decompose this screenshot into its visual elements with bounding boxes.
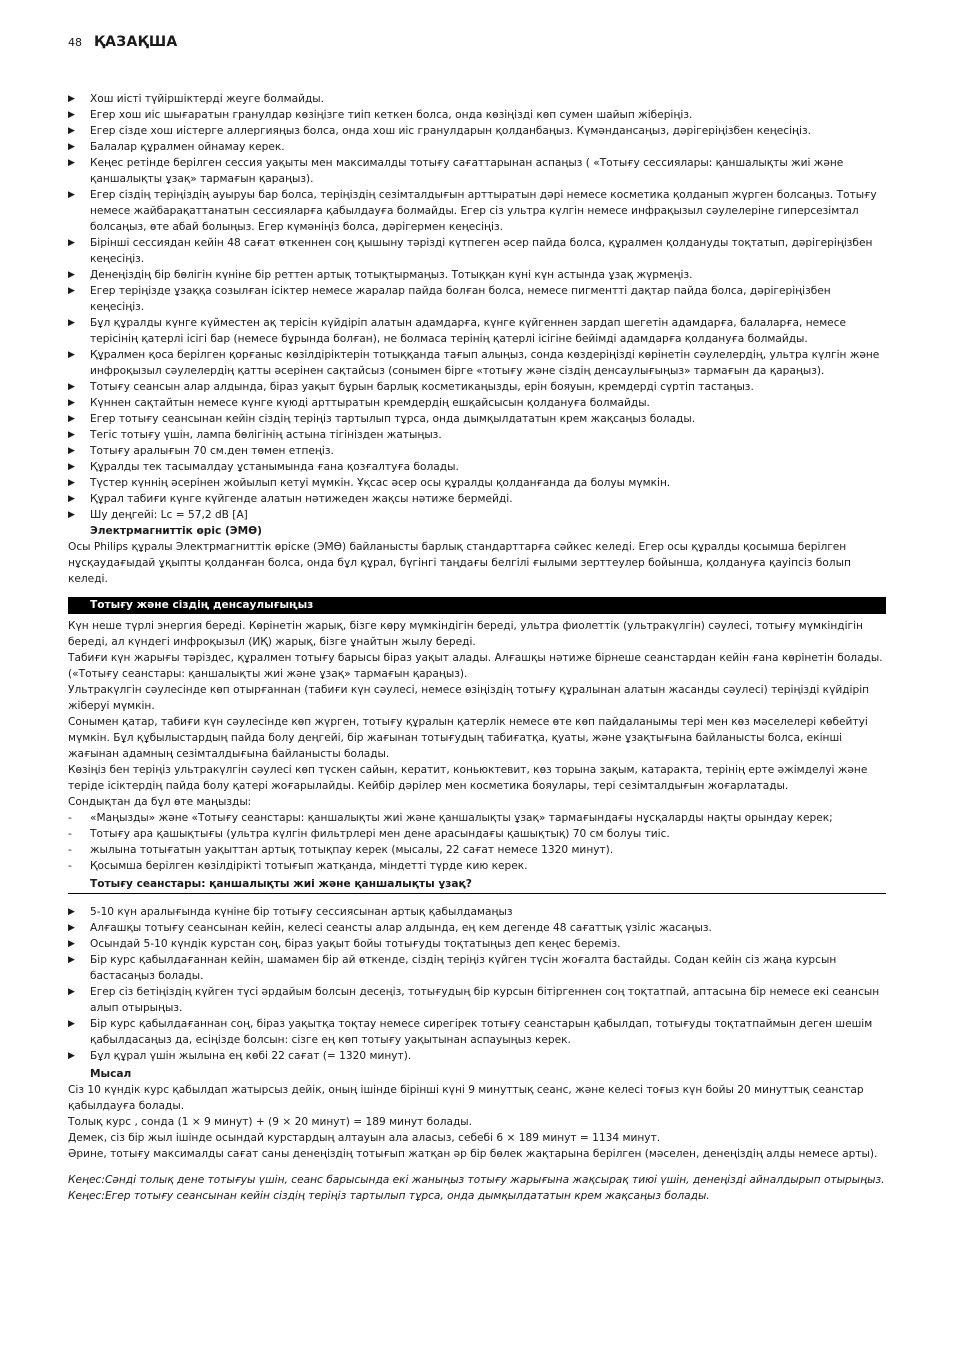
list-item: ▶ Құрал табиғи күнге күйгенде алатын нәтижеден жақсы нәтиже бермейді. (68, 493, 513, 505)
list-item: ▶ Бұл құралды күнге күймеcтен ақ терісін күйдіріп алатын адамдарға, күнге күйгеннен зардап шегетін адамдарға, балаларға, немесе терісінің қатерлі ісігі бар (немесе бұрында болған), не болмаса терінің қатерлі ісігіне бейімді адамдарға қолдануға болмайды. (68, 317, 847, 345)
list-item: ▶ Бір курс қабылдағаннан соң, біраз уақытқа тоқтау немесе сирегірек тотығу сеанстарын қабылдап, тотығуды тоқтатпаймын деген шешім қабылдасаңыз да, есіңізде болсын: сізге ең көп тотығу уақытынан аспауыңыз керек. (68, 1018, 873, 1046)
bullet-icon: ▶ (68, 270, 75, 280)
list-item: ▶ Шу деңгейі: Lc = 57,2 dB [A] (68, 509, 248, 521)
list-item: ▶ Бұл құрал үшін жылына ең көбі 22 сағат (= 1320 минут). (68, 1050, 412, 1062)
health-paragraphs (68, 618, 886, 810)
paragraph: Сонымен қатар, табиғи күн сәулесінде көп жүрген, тотығу құралын қатерлік немесе өте көп пайдаланымы тері мен көз мәселелері көбейтуі мүмкін. Бұл құбылыстардың пайда болу деңгейі, бір жағынан тотығудың табиғатқа, қуаты, және ұзақтығына байланысты болса, екінші жағынан адамның сезімталдығына байланысты болады. (68, 716, 868, 760)
list-item: ▶ Хош иісті түйіршіктерді жеуге болмайды. (68, 93, 325, 105)
dash-icon: - (68, 812, 72, 824)
paragraph: Көзіңіз бен теріңіз ультракүлгін сәулесі көп түскен сайын, кератит, коньюктевит, көз торына зақым, катаракта, терінің ерте әжімделуі және теріде ісіктердің пайда болу қатері жоғарылайды. Кейбір дәрілер мен косметика бояулары, тері сезімталдығын жоғарлатады. (68, 764, 868, 792)
list-item: ▶ Денеңіздің бір бөлігін күніне бір реттен артық тотықтырмаңыз. Тотыққан күні күн астында ұзақ жүрмеңіз. (68, 269, 693, 281)
bullet-icon: ▶ (68, 398, 75, 408)
page-number: 48 (68, 36, 82, 49)
bullet-icon: ▶ (68, 286, 75, 296)
list-item: ▶ Құралмен қоса берілген қорғаныс көзілдіріктерін тотыққанда тағып алыңыз, сонда көздеріңізді көрінетін сәулелердің, ультра күлгін және инфроқызыл сәулелердің қатты әсерінен сақтайсыз (сонымен бірге «тотығу және сіздің денсаулығыңыз» тармағын да қараңыз). (68, 349, 880, 377)
emf-heading: Электрмагниттік өріс (ЭМӨ) (90, 525, 262, 537)
list-item: ▶ Бір курс қабылдағаннан кейін, шамамен бір ай өткенде, сіздің теріңіз күйген түсін жоғалта бастайды. Содан кейін сіз жаңа курсын бастасаңыз болады. (68, 954, 837, 982)
bullet-icon: ▶ (68, 987, 75, 997)
dash-icon: - (68, 860, 72, 872)
list-item: ▶ Осындай 5-10 күндік курстан соң, біраз уақыт бойы тотығуды тоқтатыңыз деп кеңес береміз. (68, 938, 621, 950)
emf-text: Осы Philips құралы Электрмагниттік өріске (ЭМӨ) байланысты барлық стандарттарға сәйкес келеді. Егер осы құралды қосымша берілген нұсқаудағыдай ұқыпты қолданған болса, онда бұл құрал, бүгінгі таңдағы белгілі ғылыми зерттеулер бойынша, қолдануға қауіпсіз болып келеді. (68, 541, 851, 585)
bullet-icon: ▶ (68, 939, 75, 949)
bullet-icon: ▶ (68, 382, 75, 392)
list-item: ▶ Тотығу сеансын алар алдында, біраз уақыт бұрын барлық косметикаңызды, ерін бояуын, кремдерді сүртіп тастаңыз. (68, 381, 754, 393)
tip: Кеңес:Сәнді толық дене тотығуы үшін, сеанс барысында екі жаныңыз тотығу жарығына жақсырақ тиюі үшін, денеңізді айналдырып отырыңыз. (68, 1174, 885, 1186)
bullet-icon: ▶ (68, 494, 75, 504)
bullet-icon: ▶ (68, 478, 75, 488)
list-item: - жылына тотығатын уақыттан артық тотықпау керек (мысалы, 22 сағат немесе 1320 минут). (68, 844, 614, 856)
list-item: ▶ Құралды тек тасымалдау ұстанымында ғана қозғалтуға болады. (68, 461, 459, 473)
bullet-icon: ▶ (68, 430, 75, 440)
list-item: ▶ Кеңес ретінде берілген сессия уақыты мен максималды тотығу сағаттарынан аспаңыз ( «Тотығу сессиялары: қаншалықты жиі және қаншалықты ұзақ» тармағын қараңыз). (68, 157, 844, 185)
list-item: ▶ 5-10 күн аралығында күніне бір тотығу сессиясынан артық қабылдамаңыз (68, 906, 513, 918)
paragraph: Демек, сіз бір жыл ішінде осындай курстардың алтауын ала аласыз, себебі 6 × 189 минут = 1134 минут. (68, 1132, 661, 1144)
list-item: ▶ Егер теріңізде ұзаққа созылған ісіктер немесе жаралар пайда болған болса, немесе пигментті дақтар пайда болса, дәрігеріңізбен кеңесіңіз. (68, 285, 831, 313)
paragraph: Толық курс , сонда (1 × 9 минут) + (9 × 20 минут) = 189 минут болады. (68, 1116, 473, 1128)
list-item: ▶ Күннен сақтайтын немесе күнге күюді арттыратын кремдердің ешқайсысын қолдануға болмайды. (68, 397, 650, 409)
list-item: ▶ Балалар құралмен ойнамау керек. (68, 141, 285, 153)
list-item: ▶ Егер сізде хош иістерге аллергияңыз болса, онда хош иіс гранулдарын қолданбаңыз. Күмәндансаңыз, дәрігеріңізбен кеңесіңіз. (68, 125, 811, 137)
list-item: - «Маңызды» және «Тотығу сеанстары: қаншалықты жиі және қаншалықты ұзақ» тармағындағы нұсқаларды нақты орындау керек; (68, 812, 833, 824)
dash-icon: - (68, 828, 72, 840)
bullet-icon: ▶ (68, 510, 75, 520)
dash-icon: - (68, 844, 72, 856)
paragraph: Күн неше түрлі энергия береді. Көрінетін жарық, бізге көру мүмкіндігін береді, ультра фиолеттік (ультракүлгін) сәулесі, тотығу мүмкіндігін береді, ал күндегі инфроқызыл (ИҚ) жарық, бізге ұнайтын жылу береді. (68, 620, 863, 648)
bullet-icon: ▶ (68, 350, 75, 360)
list-item: ▶ Егер сіз бетіңіздің күйген түсі әрдайым болсын десеңіз, тотығудың бір курсын бітіргеннен соң тоқтатпай, аптасына бір немесе екі сеансын алып отырыңыз. (68, 986, 880, 1014)
bullet-icon: ▶ (68, 1051, 75, 1061)
bullet-icon: ▶ (68, 238, 75, 248)
warnings-list (68, 91, 886, 523)
paragraph: Сіз 10 күндік курс қабылдап жатырсыз дейік, оның ішінде бірінші күні 9 минуттық сеанс, және келесі тоғыз күн бойы 20 минуттық сеанстар қабылдауға болады. (68, 1084, 864, 1112)
list-item: ▶ Егер хош иіс шығаратын гранулдар көзіңізге тиіп кеткен болса, онда көзіңізді көп сумен шайып жіберіңіз. (68, 109, 693, 121)
list-item: ▶ Тегіс тотығу үшін, лампа бөлігінің астына тігінізден жатыңыз. (68, 429, 442, 441)
tip: Кеңес:Егер тотығу сеансынан кейін сіздің теріңіз тартылып тұрса, онда дымқылдататын крем жақсаңыз болады. (68, 1190, 710, 1202)
bullet-icon: ▶ (68, 923, 75, 933)
example-heading: Мысал (90, 1068, 132, 1080)
list-item: ▶ Тотығу аралығын 70 см.ден төмен етпеңіз. (68, 445, 334, 457)
paragraph: Сондықтан да бұл өте маңызды: (68, 796, 252, 808)
bullet-icon: ▶ (68, 1019, 75, 1029)
language-title: ҚАЗАҚША (94, 34, 178, 50)
list-item: - Тотығу ара қашықтығы (ультра күлгін фильтрлері мен дене арасындағы қашықтық) 70 см болуы тиіс. (68, 828, 670, 840)
health-section-heading: Тотығу және сіздің денсаулығыңыз (68, 597, 886, 614)
list-item: - Қосымша берілген көзілдірікті тотығып жатқанда, міндетті түрде кию керек. (68, 860, 528, 872)
health-dash-list (68, 810, 886, 874)
bullet-icon: ▶ (68, 158, 75, 168)
tips (68, 1172, 886, 1204)
paragraph: Ультракүлгін сәулесінде көп отырғаннан (табиғи күн сәулесі, немесе өзіңіздің тотығу құралынан алатын жасанды сәулесі) теріңізді күйдіріп жіберуі мүмкін. (68, 684, 870, 712)
list-item: ▶ Егер тотығу сеансынан кейін сіздің теріңіз тартылып тұрса, онда дымқылдататын крем жақсаңыз болады. (68, 413, 696, 425)
bullet-icon: ▶ (68, 190, 75, 200)
bullet-icon: ▶ (68, 126, 75, 136)
bullet-icon: ▶ (68, 110, 75, 120)
bullet-icon: ▶ (68, 955, 75, 965)
paragraph: Әрине, тотығу максималды сағат саны денеңіздің тотығып жатқан әр бір бөлек жақтарына берілген (мәселен, денеңіздің алды немесе арты). (68, 1148, 878, 1160)
bullet-icon: ▶ (68, 142, 75, 152)
bullet-icon: ▶ (68, 318, 75, 328)
example-paragraphs (68, 1082, 886, 1162)
list-item: ▶ Егер сіздің теріңіздің ауыруы бар болса, теріңіздің сезімталдығын арттыратын дәрі немесе косметика қолданып жүрген болсаңыз. Тотығу немесе жайбарақаттанатын сессияларға қабылдауға болмайды. Егер сіз ультра күлгін немесе инфрақызыл сәулелеріне гиперсезімтал болсаңыз, өте абай болыңыз. Егер күмәніңіз болса, дәрігермен кеңесіңіз. (68, 189, 877, 233)
sessions-list (68, 904, 886, 1064)
list-item: ▶ Түстер күннің әсерінен жойылып кетуі мүмкін. Ұқсас әсер осы құралды қолданғанда да болуы мүмкін. (68, 477, 671, 489)
bullet-icon: ▶ (68, 94, 75, 104)
list-item: ▶ Алғашқы тотығу сеансынан кейін, келесі сеансты алар алдында, ең кем дегенде 48 сағаттық үзіліс жасаңыз. (68, 922, 712, 934)
paragraph: Табиғи күн жарығы тәріздес, құралмен тотығу барысы біраз уақыт алады. Алғашқы нәтиже бірнеше сеанстардан кейін ғана көрінетін болады. («Тотығу сеанстары: қаншалықты жиі және ұзақ» тармағын қараңыз). (68, 652, 883, 680)
list-item: ▶ Бірінші сессиядан кейін 48 сағат өткеннен соң қышыну тәрізді күтпеген әсер пайда болса, құралмен қолдануды тоқтатып, дәрігеріңізбен кеңесіңіз. (68, 237, 873, 265)
sessions-heading: Тотығу сеанстары: қаншалықты жиі және қаншалықты ұзақ? (68, 876, 886, 894)
bullet-icon: ▶ (68, 462, 75, 472)
page-content (68, 91, 886, 1204)
page-header (68, 34, 178, 50)
bullet-icon: ▶ (68, 446, 75, 456)
bullet-icon: ▶ (68, 414, 75, 424)
bullet-icon: ▶ (68, 907, 75, 917)
